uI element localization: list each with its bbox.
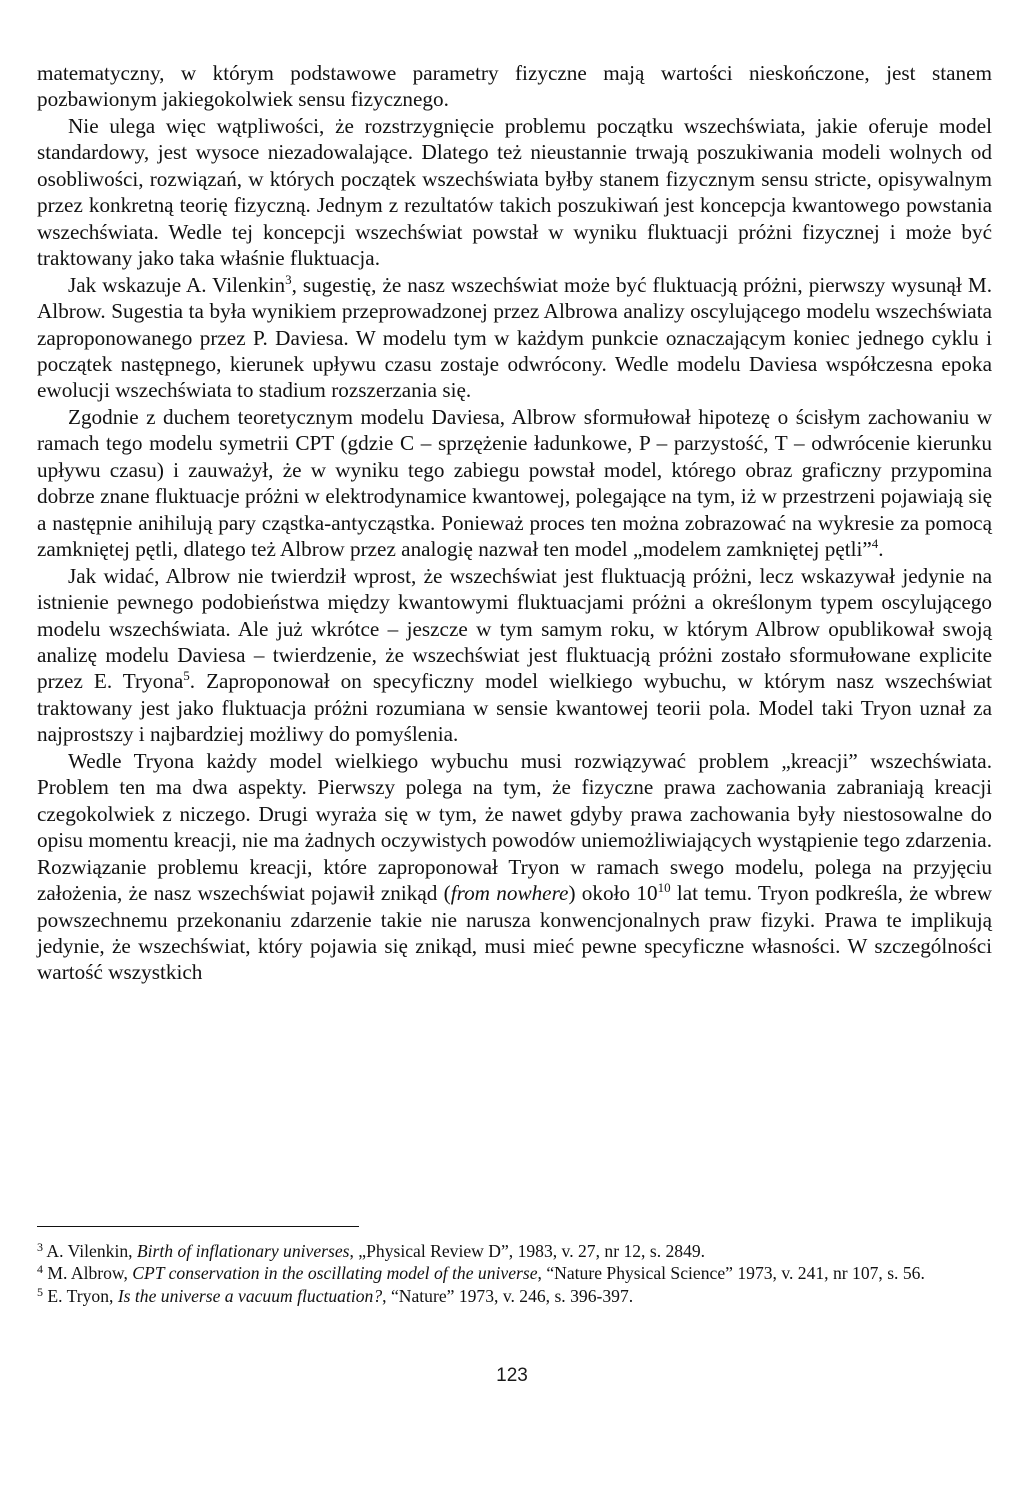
paragraph — [37, 563, 992, 748]
footnote — [37, 1285, 992, 1307]
italic-text: Is the universe a vacuum fluctuation? — [117, 1285, 383, 1306]
footnote-marker: 3 — [285, 271, 292, 287]
text-run: , “Nature Physical Science” 1973, v. 241, nr 107, s. 56. — [537, 1263, 925, 1284]
text-run: M. Albrow, — [43, 1263, 133, 1284]
text-run: ) około 10 — [568, 881, 658, 906]
text-run: , “Nature” 1973, v. 246, s. 396-397. — [382, 1285, 634, 1306]
page-number: 123 — [496, 1365, 528, 1386]
footnotes — [37, 1240, 992, 1307]
text-run: Jak wskazuje A. Vilenkin — [68, 272, 286, 297]
page-content — [37, 60, 992, 986]
text-run: Nie ulega więc wątpliwości, że rozstrzygnięcie problemu początku wszechświata, jakie oferuje model standardowy, jest wysoce niezadowalające. Dlatego też nieustannie trwają poszukiwania modeli wolnych od osobliwości, rozwiązań, w których początek wszechświata byłby stanem fizycznym sensu stricte, opisywalnym przez konkretną teorię fizyczną. Jednym z rezultatów takich poszukiwań jest koncepcja kwantowego powstania wszechświata. Wedle tej koncepcji wszechświat powstał w wyniku fluktuacji próżni fizycznej i może być traktowany jako taka właśnie fluktuacja. — [37, 113, 992, 271]
paragraph — [37, 404, 992, 563]
footnote — [37, 1240, 992, 1262]
body-text — [37, 60, 992, 986]
italic-text: CPT conservation in the oscillating model of the universe — [132, 1263, 538, 1284]
text-run: E. Tryon, — [43, 1285, 118, 1306]
paragraph — [37, 748, 992, 986]
paragraph — [37, 272, 992, 404]
text-run: A. Vilenkin, — [43, 1241, 137, 1261]
text-run: . — [878, 537, 884, 562]
text-run: , „Physical Review D”, 1983, v. 27, nr 12, s. 2849. — [349, 1241, 706, 1261]
text-run: lat temu. Tryon podkreśla, że wbrew powszechnemu przekonaniu zdarzenie takie nie narusza konwencjonalnych praw fizyki. Prawa te implikują jedynie, że wszechświat, który pojawia się znikąd, musi mieć pewne specyficzne własności. W szczególności wartość wszystkich — [37, 881, 992, 985]
footnote-marker: 10 — [657, 880, 671, 896]
footnote-marker: 4 — [871, 536, 879, 552]
paragraph — [37, 60, 992, 113]
italic-text: Birth of inflationary universes — [136, 1241, 350, 1261]
text-run: Jak widać, Albrow nie twierdził wprost, że wszechświat jest fluktuacją próżni, lecz wskazywał jedynie na istnienie pewnego podobieństwa między kwantowymi fluktuacjami próżni a określonym typem oscylującego modelu wszechświata. Ale już wkrótce – jeszcze w tym samym roku, w którym Albrow opublikował swoją analizę modelu Daviesa – twierdzenie, że wszechświat jest fluktuacją próżni zostało sformułowane explicite przez E. Tryona — [37, 563, 992, 694]
footnote-marker: 3 — [37, 1240, 43, 1254]
paragraph — [37, 113, 992, 272]
footnote-divider — [37, 1226, 359, 1227]
text-run: . Zaproponował on specyficzny model wielkiego wybuchu, w którym nasz wszechświat traktowany jest jako fluktuacja próżni rozumiana w sensie kwantowej teorii pola. Model taki Tryon uznał za najprostszy i najbardziej możliwy do pomyślenia. — [37, 669, 992, 747]
text-run: Zgodnie z duchem teoretycznym modelu Daviesa, Albrow sformułował hipotezę o ścisłym zachowaniu w ramach tego modelu symetrii CPT (gdzie C – sprzężenie ładunkowe, P – parzystość, T – odwrócenie kierunku upływu czasu) i zauważył, że w wyniku tego zabiegu powstał model, którego obraz graficzny przypomina dobrze znane fluktuacje próżni w elektrodynamice kwantowej, polegające na tym, iż w przestrzeni pojawiają się a następnie anihilują pary cząstka-antycząstka. Ponieważ proces ten można zobrazować na wykresie za pomocą zamkniętej pętli, dlatego też Albrow przez analogię nazwał ten model „modelem zamkniętej pętli” — [37, 404, 992, 562]
footnote — [37, 1262, 992, 1284]
text-run: matematyczny, w którym podstawowe parametry fizyczne mają wartości nieskończone, jest stanem pozbawionym jakiegokolwiek sensu fizycznego. — [37, 61, 992, 112]
footnote-marker: 5 — [183, 668, 190, 684]
text-run: , sugestię, że nasz wszechświat może być fluktuacją próżni, pierwszy wysunął M. Albrow. Sugestia ta była wynikiem przeprowadzonej przez Albrowa analizy oscylującego modelu wszechświata zaproponowanego przez P. Daviesa. W modelu tym w każdym punkcie oznaczającym koniec jednego cyklu i początek następnego, kierunek upływu czasu zostaje odwrócony. Wedle modelu Daviesa współczesna epoka ewolucji wszechświata to stadium rozszerzania się. — [37, 272, 992, 403]
text-run: Wedle Tryona każdy model wielkiego wybuchu musi rozwiązywać problem „kreacji” wszechświata. Problem ten ma dwa aspekty. Pierwszy polega na tym, że fizyczne prawa zachowania zabraniają kreacji czegokolwiek z niczego. Drugi wyraża się w tym, że nawet gdyby prawa zachowania były niestosowalne do opisu momentu kreacji, nie ma żadnych oczywistych powodów uniemożliwiających wystąpienie tego zdarzenia. Rozwiązanie problemu kreacji, które zaproponował Tryon w ramach swego modelu, polega na przyjęciu założenia, że nasz wszechświat pojawił znikąd ( — [37, 748, 992, 906]
italic-text: from nowhere — [450, 881, 569, 906]
footnote-marker: 4 — [37, 1262, 43, 1277]
footnote-marker: 5 — [37, 1284, 43, 1299]
